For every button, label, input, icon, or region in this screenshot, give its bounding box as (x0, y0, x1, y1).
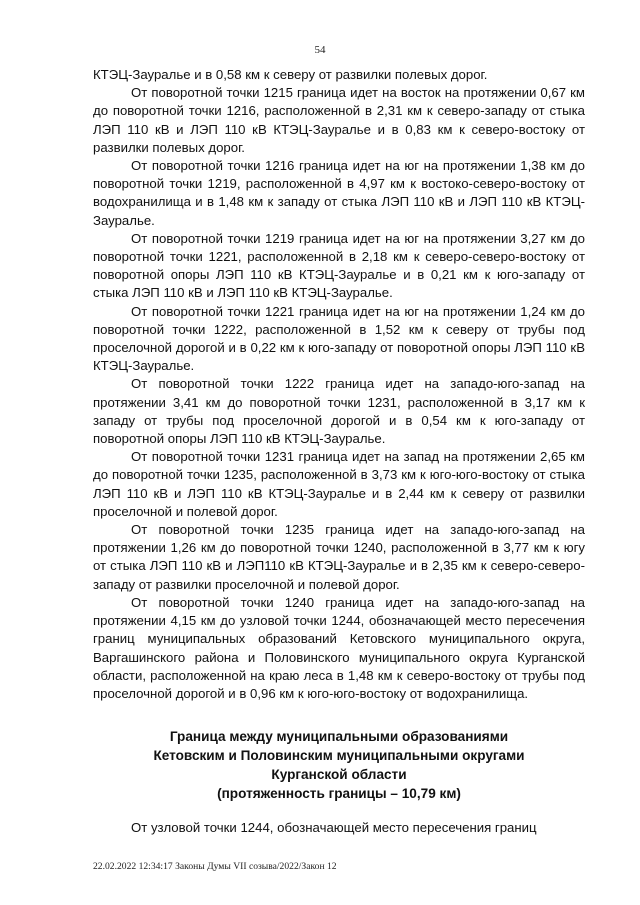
paragraph: От поворотной точки 1222 граница идет на западо-юго-запад на протяжении 3,41 км до поворотной точки 1231, расположенной в 3,17 км к западу от трубы под проселочной дорогой и в 0,54 км к юго-западу от поворотной опоры ЛЭП 110 кВ КТЭЦ-Зауралье. (93, 376, 585, 447)
section-title-line: Кетовским и Половинским муниципальными округами (153, 748, 525, 764)
paragraph: От поворотной точки 1235 граница идет на западо-юго-запад на протяжении 1,26 км до поворотной точки 1240, расположенной в 3,77 км к югу от стыка ЛЭП 110 кВ и ЛЭП110 кВ КТЭЦ-Зауралье и в 2,35 км к северо-северо-западу от развилки проселочной и полевой дорог. (93, 522, 585, 592)
paragraph: От поворотной точки 1216 граница идет на юг на протяжении 1,38 км до поворотной точки 1219, расположенной в 4,97 км к востоко-северо-востоку от водохранилища и в 1,48 км к западу от стыка ЛЭП 110 кВ и ЛЭП 110 кВ КТЭЦ-Зауралье. (93, 158, 585, 228)
section-title (93, 727, 585, 803)
document-footer: 22.02.2022 12:34:17 Законы Думы VII созыва/2022/Закон 12 (93, 861, 337, 872)
paragraph: От узловой точки 1244, обозначающей место пересечения границ (131, 820, 537, 836)
paragraph: От поворотной точки 1215 граница идет на восток на протяжении 0,67 км до поворотной точки 1216, расположенной в 2,31 км к северо-западу от стыка ЛЭП 110 кВ и ЛЭП 110 кВ КТЭЦ-Зауралье и в 0,83 км к северо-востоку от развилки полевых дорог. (93, 85, 585, 155)
paragraph: КТЭЦ-Зауралье и в 0,58 км к северу от развилки полевых дорог. (93, 67, 488, 82)
paragraph: От поворотной точки 1231 граница идет на запад на протяжении 2,65 км до поворотной точки 1235, расположенной в 3,73 км к юго-юго-востоку от стыка ЛЭП 110 кВ и ЛЭП 110 кВ КТЭЦ-Зауралье и в 2,44 км к северу от развилки проселочной и полевой дорог. (93, 449, 585, 519)
section-title-line: (протяженность границы – 10,79 км) (217, 786, 461, 802)
section-title-line: Курганской области (271, 767, 407, 783)
paragraph: От поворотной точки 1240 граница идет на западо-юго-запад на протяжении 4,15 км до узловой точки 1244, обозначающей место пересечения границ муниципальных образований Кетовского муниципального округа, Варгашинского района и Половинского муниципального округа Курганской области, расположенной на краю леса в 1,48 км к северо-востоку от трубы под проселочной дорогой и в 0,96 км к юго-юго-востоку от водохранилища. (93, 594, 585, 701)
section-title-line: Граница между муниципальными образованиями (169, 729, 509, 745)
paragraph: От поворотной точки 1219 граница идет на юг на протяжении 3,27 км до поворотной точки 1221, расположенной в 2,18 км к северо-северо-востоку от поворотной опоры ЛЭП 110 кВ КТЭЦ-Зауралье и в 0,21 км к юго-западу от стыка ЛЭП 110 кВ и ЛЭП 110 кВ КТЭЦ-Зауралье. (93, 230, 585, 301)
page-number: 54 (314, 44, 326, 56)
paragraph: От поворотной точки 1221 граница идет на юг на протяжении 1,24 км до поворотной точки 1222, расположенной в 1,52 км к северу от трубы под проселочной дорогой и в 0,22 км к юго-западу от поворотной опоры ЛЭП 110 кВ КТЭЦ-Зауралье. (93, 303, 585, 374)
document-body (93, 66, 585, 837)
